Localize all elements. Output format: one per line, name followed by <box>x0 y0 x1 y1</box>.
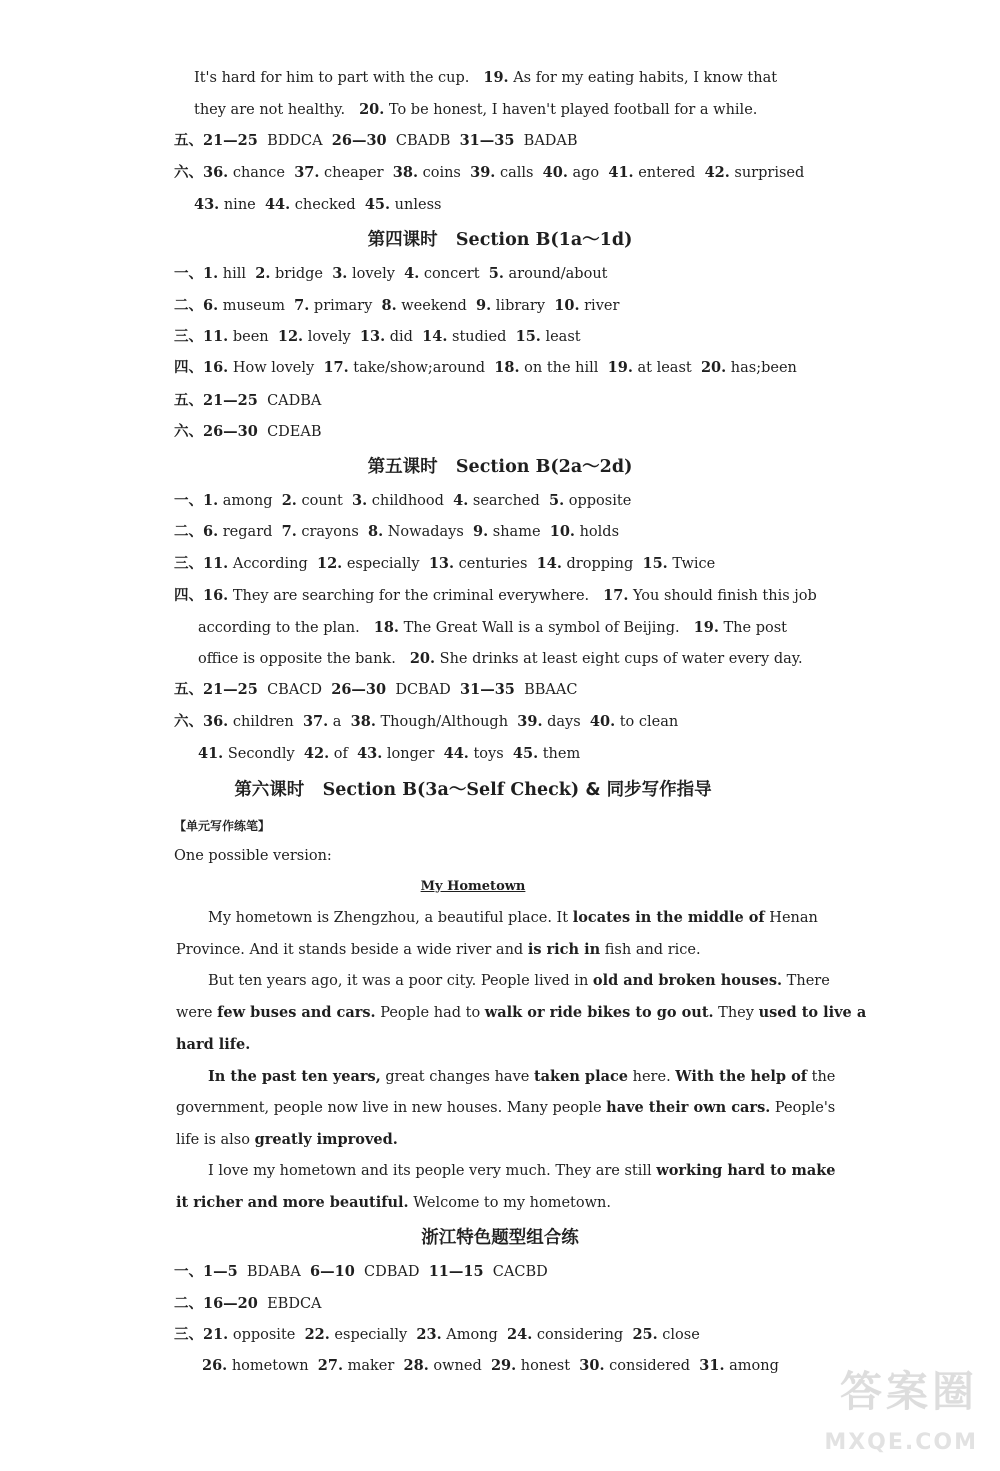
answer-text: weekend <box>396 298 477 314</box>
answer-text: childhood <box>367 493 454 509</box>
heading-lesson6-cn: 第六课时 <box>234 780 305 800</box>
answer-text: People's <box>770 1100 836 1116</box>
answer-number: 13. <box>428 555 455 572</box>
answer-line <box>0 491 1000 511</box>
heading-lesson5-en: Section B(2a～2d) <box>455 457 633 477</box>
answer-number: 10. <box>554 297 580 314</box>
watermark-logo: 答案圈 <box>839 1367 978 1416</box>
answer-number: 45. <box>512 745 539 762</box>
answer-text: bridge <box>270 266 333 282</box>
answer-number: In the past ten years, <box>208 1068 381 1085</box>
watermark-url: MXQE.COM <box>824 1430 978 1455</box>
answer-number: 4. <box>453 492 469 509</box>
answer-text: coins <box>418 165 471 181</box>
answer-number: 44. <box>264 196 291 213</box>
answer-text: count <box>296 493 353 509</box>
writing-practice-caption: 【单元写作练笔】 <box>174 819 271 833</box>
answer-text: a <box>328 714 351 730</box>
answer-number: 39. <box>470 164 496 181</box>
answer-text: on the hill <box>519 360 608 376</box>
answer-line <box>0 522 1000 542</box>
answer-text: ago <box>567 165 609 181</box>
answer-line <box>0 131 1000 151</box>
answer-text: CDEAB <box>257 424 322 440</box>
answer-text: library <box>491 298 555 314</box>
answer-text: to clean <box>615 714 679 730</box>
watermark <box>778 1359 978 1455</box>
answer-number: 44. <box>443 745 469 762</box>
answer-number: 12. <box>277 328 304 345</box>
answer-text: searched <box>468 493 550 509</box>
answer-text: nine <box>219 197 265 213</box>
answer-number: 3. <box>332 265 348 282</box>
answer-line <box>0 649 1000 669</box>
answer-text: Province. And it stands beside a wide river and <box>176 942 528 958</box>
answer-number: 6—10 <box>310 1263 355 1280</box>
answer-number: 39. <box>517 713 543 730</box>
answer-number: 15. <box>642 555 668 572</box>
answer-text: They are searching for the criminal everywhere. <box>228 588 590 604</box>
answer-number: 38. <box>392 164 418 181</box>
answer-number: 37. <box>302 713 329 730</box>
answer-text: Welcome to my hometown. <box>408 1195 611 1211</box>
answer-text: office is opposite the bank. <box>198 651 396 667</box>
answer-text: Among <box>441 1327 508 1343</box>
answer-number: 五、21—25 <box>174 132 258 149</box>
answer-number: 31—35 <box>459 132 515 149</box>
answer-text: The post <box>718 620 787 636</box>
answer-text: of <box>329 746 358 762</box>
answer-text: BDDCA <box>257 133 332 149</box>
answer-number: 五、21—25 <box>174 681 258 698</box>
answer-number: 二、16—20 <box>174 1295 258 1312</box>
answer-number: 一、1. <box>174 492 219 509</box>
answer-text: People had to <box>375 1005 485 1021</box>
answer-number: 8. <box>368 523 384 540</box>
answer-number: 18. <box>494 359 520 376</box>
answer-number: 20. <box>359 101 385 118</box>
answer-number: have their own cars. <box>606 1099 771 1116</box>
answer-text: cheaper <box>319 165 393 181</box>
heading-lesson6 <box>0 778 973 802</box>
answer-line <box>0 327 1000 347</box>
answer-number: 31—35 <box>460 681 515 698</box>
answer-number: 24. <box>507 1326 533 1343</box>
answer-text: opposite <box>228 1327 305 1343</box>
answer-number: 4. <box>404 265 420 282</box>
answer-text: I love my hometown and its people very much. They are still <box>208 1163 657 1179</box>
answer-text: lovely <box>347 266 405 282</box>
answer-line <box>0 68 1000 88</box>
answer-number: 20. <box>409 650 436 667</box>
answer-number: 37. <box>294 164 320 181</box>
answer-number: 26. <box>202 1357 228 1374</box>
answer-text: CBACD <box>257 682 332 698</box>
answer-line <box>0 422 1000 442</box>
answer-number: 六、36. <box>174 713 229 730</box>
answer-text: considering <box>532 1327 633 1343</box>
answer-number: 四、16. <box>174 359 229 376</box>
answer-line <box>0 195 1000 215</box>
answer-number: 26—30 <box>331 681 387 698</box>
answer-text: To be honest, I haven't played football for a while. <box>384 102 758 118</box>
answer-text: calls <box>495 165 543 181</box>
answer-number: few buses and cars. <box>217 1004 376 1021</box>
answer-text: dropping <box>561 556 643 572</box>
answer-line <box>0 908 1000 928</box>
answer-line <box>0 1294 1000 1314</box>
answer-number: 7. <box>294 297 310 314</box>
answer-text: primary <box>309 298 382 314</box>
answer-line <box>0 554 1000 574</box>
answer-number: 42. <box>704 164 730 181</box>
heading-lesson6-cn2: & 同步写作指导 <box>585 780 712 800</box>
heading-zhejiang-cn: 浙江特色题型组合练 <box>421 1228 579 1248</box>
essay-title: My Hometown <box>420 879 526 894</box>
answer-line <box>0 940 1000 960</box>
answer-text: checked <box>290 197 365 213</box>
answer-text: studied <box>447 329 516 345</box>
answer-text: hill <box>218 266 256 282</box>
answer-text: concert <box>419 266 489 282</box>
answer-text: CADBA <box>257 393 322 409</box>
answer-text: museum <box>218 298 295 314</box>
answer-number: 一、1—5 <box>174 1263 238 1280</box>
answer-number: 20. <box>700 359 727 376</box>
answer-number: 9. <box>473 523 489 540</box>
answer-text: opposite <box>564 493 632 509</box>
heading-lesson4-cn: 第四课时 <box>367 230 438 250</box>
answer-text: maker <box>343 1358 404 1374</box>
answer-text: unless <box>390 197 442 213</box>
answer-number: 40. <box>589 713 616 730</box>
answer-number: 8. <box>381 297 397 314</box>
answer-line <box>0 358 1000 378</box>
answer-text: has;been <box>726 360 797 376</box>
answer-text: DCBAD <box>386 682 461 698</box>
answer-number: 9. <box>476 297 492 314</box>
answer-text: fish and rice. <box>600 942 701 958</box>
answer-number: 27. <box>317 1357 344 1374</box>
answer-number: 14. <box>422 328 448 345</box>
heading-lesson4 <box>0 228 1000 252</box>
heading-lesson4-en: Section B(1a～1d) <box>455 230 633 250</box>
answer-number: 29. <box>490 1357 517 1374</box>
answer-line <box>0 1130 1000 1150</box>
answer-line <box>0 744 1000 764</box>
answer-text: longer <box>382 746 444 762</box>
answer-line <box>0 296 1000 316</box>
answer-text: here. <box>628 1069 676 1085</box>
answer-number: 5. <box>488 265 504 282</box>
answer-line <box>0 163 1000 183</box>
answer-number: 2. <box>281 492 297 509</box>
answer-text: Nowadays <box>383 524 474 540</box>
answer-text: You should finish this job <box>628 588 817 604</box>
answer-line <box>0 391 1000 411</box>
answer-text: EBDCA <box>257 1296 322 1312</box>
answer-number: hard life. <box>176 1036 251 1053</box>
answer-line <box>0 1098 1000 1118</box>
answer-text: they are not healthy. <box>194 102 346 118</box>
answer-text: lovely <box>303 329 360 345</box>
answer-number: 一、1. <box>174 265 219 282</box>
answer-number: 19. <box>693 619 719 636</box>
answer-text: They <box>713 1005 759 1021</box>
answer-text: Secondly <box>223 746 304 762</box>
answer-number: used to live a <box>758 1004 867 1021</box>
answer-number: walk or ride bikes to go out. <box>484 1004 714 1021</box>
answer-number: 40. <box>542 164 568 181</box>
answer-line <box>0 680 1000 700</box>
answer-number: 38. <box>350 713 376 730</box>
answer-text: shame <box>488 524 550 540</box>
answer-number: 六、36. <box>174 164 229 181</box>
answer-text: them <box>538 746 581 762</box>
answer-number: 11—15 <box>428 1263 484 1280</box>
answer-number: 25. <box>632 1326 658 1343</box>
answer-number: 7. <box>281 523 297 540</box>
answer-text: close <box>657 1327 700 1343</box>
answer-text: toys <box>468 746 513 762</box>
answer-text: My hometown is Zhengzhou, a beautiful place. It <box>208 910 573 926</box>
answer-text: especially <box>342 556 429 572</box>
answer-number: 23. <box>416 1326 442 1343</box>
answer-line <box>0 264 1000 284</box>
answer-number: 五、21—25 <box>174 392 258 409</box>
answer-number: 31. <box>699 1357 725 1374</box>
answer-text: among <box>724 1358 779 1374</box>
answer-number: 三、11. <box>174 328 229 345</box>
answer-number: 28. <box>403 1357 429 1374</box>
answer-number: 43. <box>194 196 220 213</box>
answer-number: 六、26—30 <box>174 423 258 440</box>
answer-number: is rich in <box>527 941 601 958</box>
answer-text: CBADB <box>386 133 460 149</box>
answer-text: One possible version: <box>174 848 332 864</box>
answer-line <box>0 971 1000 991</box>
answer-number: 18. <box>373 619 399 636</box>
answer-line <box>0 618 1000 638</box>
answer-text: BADAB <box>514 133 578 149</box>
answer-number: old and broken houses. <box>592 972 783 989</box>
answer-number: 13. <box>359 328 386 345</box>
answer-text: children <box>228 714 303 730</box>
answer-number: 17. <box>323 359 349 376</box>
answer-text: least <box>540 329 581 345</box>
answer-text: BBAAC <box>514 682 578 698</box>
answer-number: 15. <box>515 328 541 345</box>
answer-line <box>0 712 1000 732</box>
answer-text: surprised <box>729 165 805 181</box>
answer-text: great changes have <box>380 1069 534 1085</box>
answer-number: 19. <box>607 359 633 376</box>
answer-text: It's hard for him to part with the cup. <box>194 70 470 86</box>
answer-text: CDBAD <box>354 1264 429 1280</box>
answer-number: 45. <box>364 196 391 213</box>
answer-text: Though/Although <box>375 714 518 730</box>
answer-text: at least <box>632 360 701 376</box>
answer-line <box>0 1067 1000 1087</box>
answer-text: river <box>579 298 620 314</box>
answer-text: How lovely <box>228 360 324 376</box>
answer-text: owned <box>428 1358 491 1374</box>
answer-text: government, people now live in new houses. Many people <box>176 1100 607 1116</box>
answer-text: considered <box>604 1358 700 1374</box>
answer-line <box>0 1003 1000 1023</box>
answer-line <box>0 100 1000 120</box>
answer-number: 30. <box>579 1357 605 1374</box>
answer-text: CACBD <box>483 1264 548 1280</box>
answer-text: centuries <box>454 556 537 572</box>
answer-number: 43. <box>357 745 383 762</box>
answer-text: been <box>228 329 278 345</box>
answer-number: 12. <box>316 555 343 572</box>
answer-text: chance <box>228 165 295 181</box>
answer-text: The Great Wall is a symbol of Beijing. <box>398 620 680 636</box>
heading-lesson6-en: Section B(3a～Self Check) <box>322 780 580 800</box>
answer-text: She drinks at least eight cups of water every day. <box>435 651 803 667</box>
answer-number: 5. <box>549 492 565 509</box>
answer-number: 三、11. <box>174 555 229 572</box>
answer-number: 二、6. <box>174 297 219 314</box>
answer-text: life is also <box>176 1132 255 1148</box>
answer-number: taken place <box>533 1068 629 1085</box>
answer-text: the <box>807 1069 836 1085</box>
answer-text: regard <box>218 524 282 540</box>
answer-number: it richer and more beautiful. <box>176 1194 409 1211</box>
answer-number: locates in the middle of <box>572 909 765 926</box>
answer-text: did <box>385 329 423 345</box>
answer-text: among <box>218 493 282 509</box>
answer-number: 19. <box>483 69 509 86</box>
answer-text: take/show;around <box>348 360 495 376</box>
answer-text: around/about <box>503 266 608 282</box>
answer-text: honest <box>516 1358 580 1374</box>
answer-text: BDABA <box>237 1264 311 1280</box>
answer-text: days <box>542 714 590 730</box>
heading-lesson5-cn: 第五课时 <box>367 457 438 477</box>
answer-number: 26—30 <box>331 132 387 149</box>
answer-text: holds <box>574 524 620 540</box>
answer-number: With the help of <box>675 1068 808 1085</box>
answer-text: entered <box>633 165 705 181</box>
answer-text: Twice <box>667 556 716 572</box>
heading-lesson5 <box>0 455 1000 479</box>
answer-number: 41. <box>198 745 224 762</box>
answer-number: working hard to make <box>656 1162 836 1179</box>
answer-line <box>0 1161 1000 1181</box>
answer-number: 二、6. <box>174 523 219 540</box>
answer-line <box>0 586 1000 606</box>
answer-text: As for my eating habits, I know that <box>508 70 778 86</box>
answer-text: according to the plan. <box>198 620 360 636</box>
answer-line <box>0 1325 1000 1345</box>
answer-number: 41. <box>608 164 634 181</box>
answer-number: 10. <box>549 523 575 540</box>
answer-text: But ten years ago, it was a poor city. People lived in <box>208 973 593 989</box>
answer-text: crayons <box>296 524 368 540</box>
answer-number: 四、16. <box>174 587 229 604</box>
answer-number: 17. <box>603 587 629 604</box>
answer-number: 2. <box>255 265 271 282</box>
answer-line <box>0 1262 1000 1282</box>
answer-number: 14. <box>536 555 562 572</box>
answer-number: 22. <box>304 1326 330 1343</box>
answer-text: There <box>782 973 830 989</box>
answer-text: especially <box>329 1327 417 1343</box>
answer-text: hometown <box>227 1358 318 1374</box>
answer-text: were <box>176 1005 218 1021</box>
answer-number: 42. <box>303 745 330 762</box>
heading-zhejiang <box>0 1226 1000 1250</box>
answer-text: According <box>228 556 317 572</box>
answer-text: Henan <box>764 910 818 926</box>
answer-number: greatly improved. <box>254 1131 398 1148</box>
answer-line <box>0 1193 1000 1213</box>
answer-number: 三、21. <box>174 1326 229 1343</box>
answer-line <box>0 1035 1000 1055</box>
answer-line <box>0 846 1000 866</box>
answer-number: 3. <box>352 492 368 509</box>
